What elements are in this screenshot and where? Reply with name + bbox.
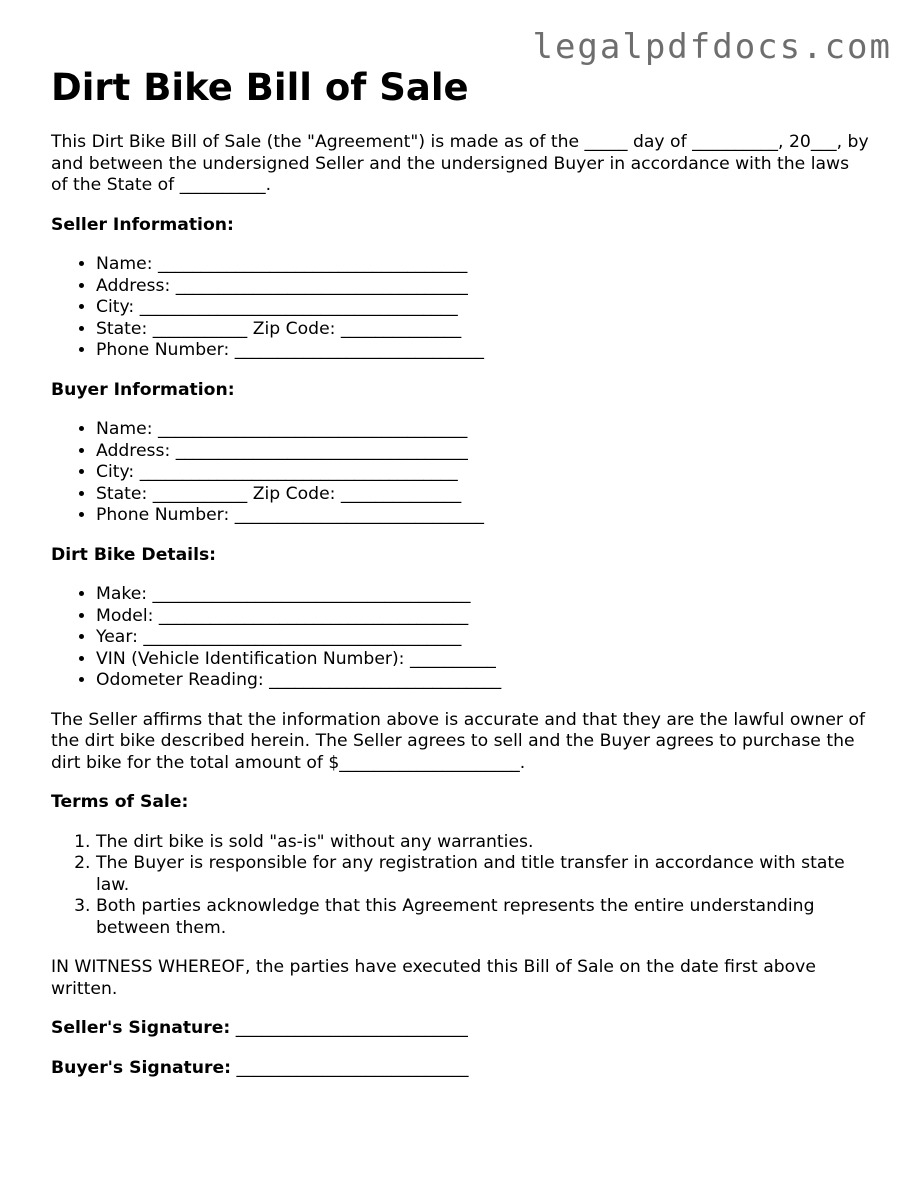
seller-signature-label: Seller's Signature: xyxy=(51,1018,231,1038)
bike-details-list xyxy=(51,584,871,692)
seller-address-field: • Address: __________________________________ xyxy=(96,276,871,298)
document-page xyxy=(51,64,871,1079)
terms-item: 3. Both parties acknowledge that this Agreement represents the entire understanding between them. xyxy=(96,896,871,939)
watermark: legalpdfdocs.com xyxy=(532,27,892,67)
buyer-signature-line xyxy=(51,1058,871,1080)
bike-year-field: • Year: _____________________________________ xyxy=(96,627,871,649)
seller-signature-line xyxy=(51,1018,871,1040)
bike-details-heading: Dirt Bike Details: xyxy=(51,544,217,565)
affirmation-paragraph: The Seller affirms that the information above is accurate and that they are the lawful owner of the dirt bike described herein. The Seller agrees to sell and the Buyer agrees to purchase the dirt bike for the total amount of $_____________________. xyxy=(51,709,866,773)
buyer-phone-field: • Phone Number: _____________________________ xyxy=(96,505,871,527)
terms-heading: Terms of Sale: xyxy=(51,792,189,812)
seller-signature-blank: ___________________________ xyxy=(235,1018,468,1038)
seller-city-field: • City: _____________________________________ xyxy=(96,297,871,319)
buyer-state-zip-field: • State: ___________ Zip Code: ______________ xyxy=(96,484,871,506)
buyer-signature-label: Buyer's Signature: xyxy=(51,1057,232,1078)
bike-model-field: • Model: ____________________________________ xyxy=(96,606,871,628)
buyer-signature-blank: ___________________________ xyxy=(236,1057,469,1078)
terms-item: 2. The Buyer is responsible for any registration and title transfer in accordance with state law. xyxy=(96,853,871,896)
buyer-city-field: • City: _____________________________________ xyxy=(96,462,871,484)
seller-heading: Seller Information: xyxy=(51,214,234,235)
buyer-name-field: • Name: ____________________________________ xyxy=(96,419,871,441)
seller-phone-field: • Phone Number: _____________________________ xyxy=(96,340,871,362)
bike-vin-field: • VIN (Vehicle Identification Number): __________ xyxy=(96,649,871,671)
buyer-fields-list xyxy=(51,419,871,527)
intro-paragraph: This Dirt Bike Bill of Sale (the "Agreement") is made as of the _____ day of __________, 20___, by and between the undersigned Seller and the undersigned Buyer in accordance with the laws of the State of __________. xyxy=(51,132,869,195)
document-title: Dirt Bike Bill of Sale xyxy=(51,66,469,109)
terms-list xyxy=(51,832,871,940)
seller-fields-list xyxy=(51,254,871,362)
buyer-heading: Buyer Information: xyxy=(51,379,235,400)
terms-item: 1. The dirt bike is sold "as-is" without any warranties. xyxy=(96,832,871,854)
bike-make-field: • Make: _____________________________________ xyxy=(96,584,871,606)
buyer-address-field: • Address: __________________________________ xyxy=(96,441,871,463)
seller-name-field: • Name: ____________________________________ xyxy=(96,254,871,276)
bike-odometer-field: • Odometer Reading: ___________________________ xyxy=(96,670,871,692)
witness-paragraph: IN WITNESS WHEREOF, the parties have executed this Bill of Sale on the date first above written. xyxy=(51,957,816,999)
seller-state-zip-field: • State: ___________ Zip Code: ______________ xyxy=(96,319,871,341)
